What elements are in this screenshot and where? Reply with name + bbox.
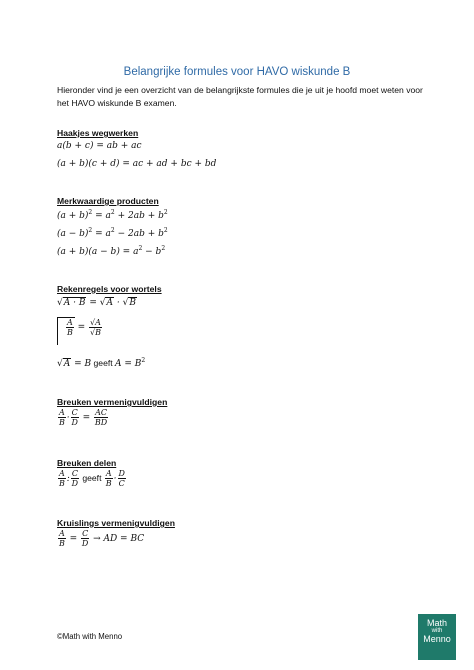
formula-wortels-3: √A = B geeft $A = B^2$: [57, 357, 146, 369]
formula-breuken-delen: $\frac{A}{B}$ : $\frac{C}{D}$ geeft $\frac{A}{B}$ · $\frac{D}{C}$: [58, 469, 125, 488]
heading-merkwaardig: Merkwaardige producten: [57, 196, 159, 206]
formula-haakjes-1: a(b + c) = ab + ac: [57, 141, 142, 151]
heading-kruislings: Kruislings vermenigvuldigen: [57, 518, 175, 528]
formula-wortels-2: $\frac{A}{B}$ = $\frac{√A}{√B}$: [57, 317, 103, 337]
formula-merkwaardig-3: $(a + b)(a - b) = a^2 - b^2$: [57, 245, 166, 257]
formula-kruislings: $\frac{A}{B}$ = $\frac{C}{D}$ → AD = BC: [58, 529, 145, 548]
formula-haakjes-2: (a + b)(c + d) = ac + ad + bc + bd: [57, 159, 217, 169]
formula-merkwaardig-1: $(a + b)^2 = a^2 + 2ab + b^2$: [57, 209, 168, 221]
formula-breuken-vermenigvuldigen: $\frac{A}{B}$ · $\frac{C}{D}$ = $\frac{AC}{BD}$: [58, 408, 108, 427]
heading-breuken-delen: Breuken delen: [57, 458, 117, 468]
heading-haakjes: Haakjes wegwerken: [57, 128, 139, 138]
intro-text: Hieronder vind je een overzicht van de belangrijkste formules die je uit je hoofd moet weten voor het HAVO wiskunde B examen.: [57, 85, 423, 108]
math-with-menno-logo: Math with Menno: [418, 614, 456, 660]
formula-wortels-1: √A · B = √A · √B: [57, 298, 136, 308]
formula-merkwaardig-2: $(a - b)^2 = a^2 - 2ab + b^2$: [57, 227, 168, 239]
footer-copyright: ©Math with Menno: [57, 632, 123, 641]
heading-wortels: Rekenregels voor wortels: [57, 284, 162, 294]
page-title: Belangrijke formules voor HAVO wiskunde B: [123, 66, 351, 78]
heading-breuken-vermenigvuldigen: Breuken vermenigvuldigen: [57, 397, 168, 407]
